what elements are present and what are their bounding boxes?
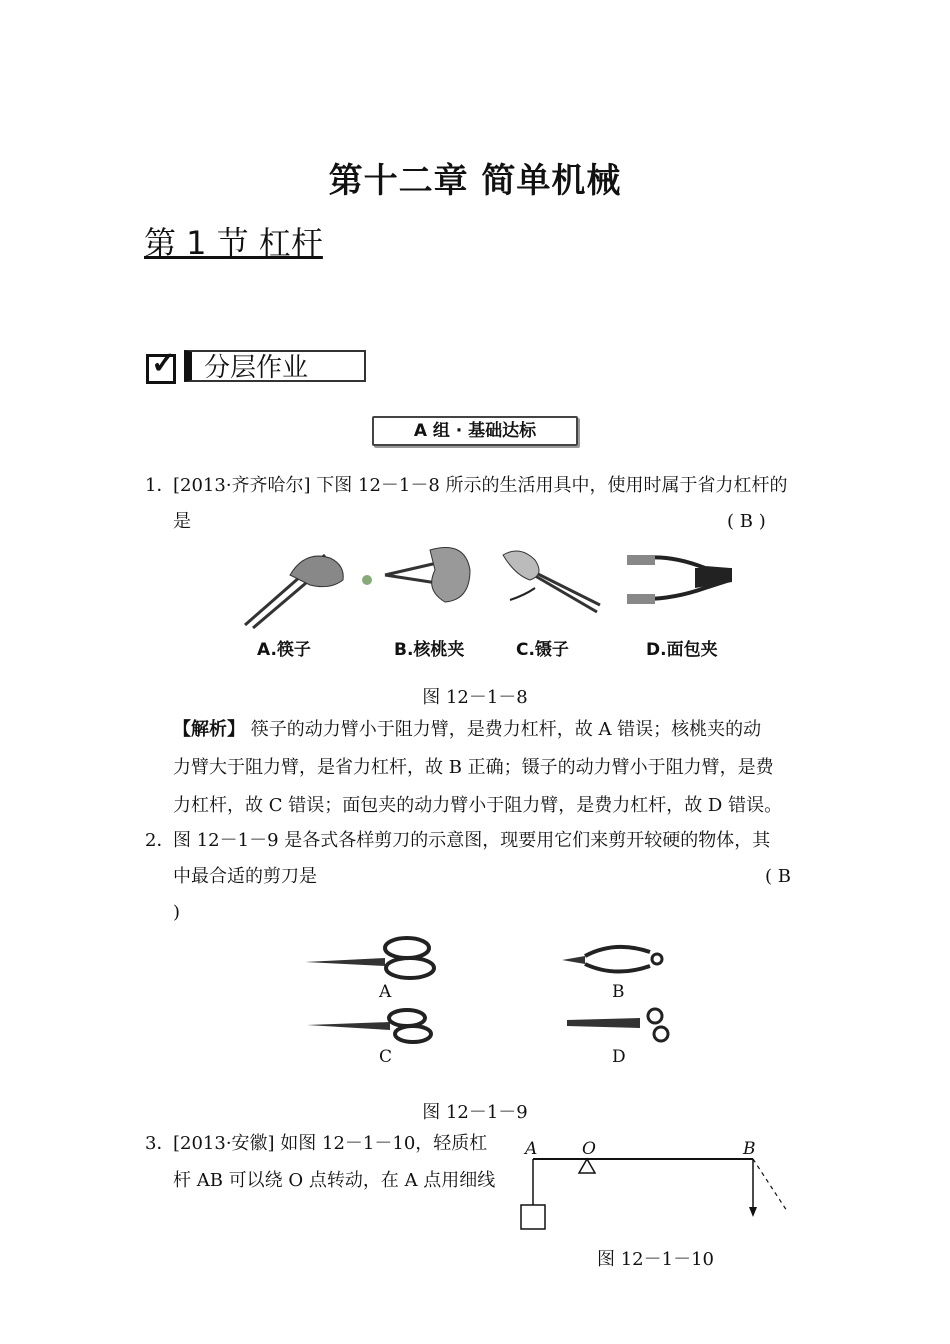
q2-figure-caption: 图 12－1－9 [422,1102,528,1123]
q1-option-a: A.筷子 [257,640,311,660]
q1-figure-caption: 图 12－1－8 [422,687,528,708]
q3-lever-figure [515,1135,805,1245]
chapter-title: 第十二章 简单机械 [328,161,622,201]
point-o-label: O [582,1139,596,1159]
checkmark-icon: ✓ [151,346,177,381]
nutcracker-image [385,548,470,603]
q1-option-b: B.核桃夹 [394,640,465,660]
q1-text-line1: [2013·齐齐哈尔] 下图 12－1－8 所示的生活用具中，使用时属于省力杠杆的 [173,475,788,496]
homework-tag: 分层作业 [184,350,366,382]
analysis-label: 【解析】 [173,719,245,740]
q3-text-line1: [2013·安徽] 如图 12－1－10，轻质杠 [173,1133,488,1154]
q1-text-line2: 是 [173,511,191,532]
group-label: A 组 · 基础达标 [372,416,578,446]
q3-number: 3． [145,1133,175,1154]
q1-analysis-line1 [173,711,761,749]
q1-number: 1． [145,475,175,496]
q1-analysis-line3: 力杠杆，故 C 错误；面包夹的动力臂小于阻力臂，是费力杠杆，故 D 错误。 [173,795,783,816]
scissors-a-image [305,938,434,978]
q2-option-a: A [379,982,392,1002]
q1-answer: ( B ) [727,511,766,532]
q1-figure [235,540,745,640]
weight-block [521,1205,545,1229]
q2-option-b: B [612,982,625,1002]
section-title: 第 1 节 杠杆 [144,224,323,262]
bread-tongs-image [627,555,732,604]
tweezers-image [503,551,600,612]
q2-number: 2． [145,830,175,851]
q1-analysis-line2: 力臂大于阻力臂，是省力杠杆，故 B 正确；镊子的动力臂小于阻力臂，是费 [173,757,774,778]
q2-option-d: D [612,1047,626,1067]
point-b-label: B [743,1139,756,1159]
q3-figure-caption: 图 12－1－10 [597,1249,714,1270]
q2-text-line1: 图 12－1－9 是各式各样剪刀的示意图，现要用它们来剪开较硬的物体，其 [173,830,771,851]
q1-option-d: D.面包夹 [646,640,718,660]
q2-answer-open: ( B [765,866,791,887]
force-dashed-line [753,1159,787,1211]
point-a-label: A [525,1139,538,1159]
chopsticks-image [245,555,372,628]
scissors-b-image [562,947,662,972]
q3-text-line2: 杆 AB 可以绕 O 点转动，在 A 点用细线 [173,1170,496,1191]
pivot-triangle [579,1159,595,1173]
scissors-d-image [567,1009,668,1041]
q2-figure [295,930,685,1070]
analysis-text: 筷子的动力臂小于阻力臂，是费力杠杆，故 A 错误；核桃夹的动 [250,719,762,740]
q2-option-c: C [379,1047,393,1067]
q2-text-line2: 中最合适的剪刀是 [173,866,317,887]
scissors-c-image [307,1010,431,1042]
q2-answer-close: ) [173,902,181,923]
q1-option-c: C.镊子 [516,640,569,660]
